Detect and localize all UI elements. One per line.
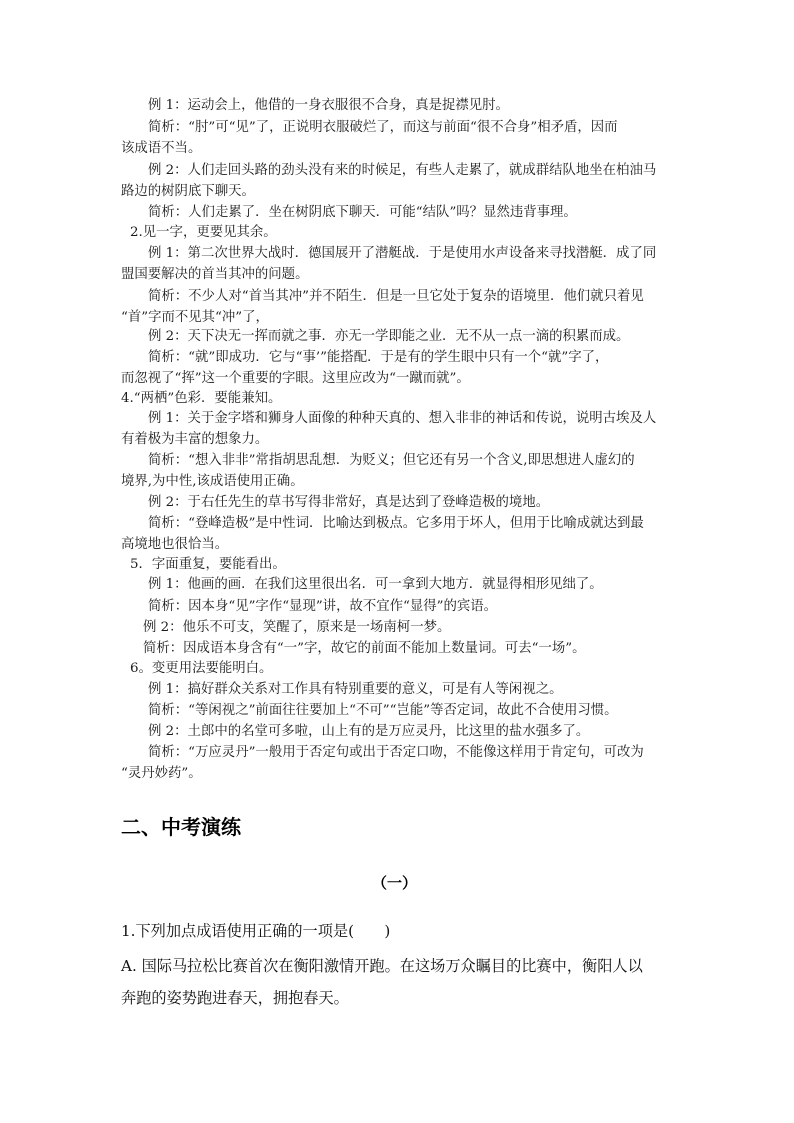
- text-line: 简析：不少人对“首当其冲”并不陌生．但是一旦它处于复杂的语境里．他们就只着见: [148, 289, 644, 304]
- text-line: “灵丹妙药”。: [121, 766, 202, 781]
- text-line: 高境地也很恰当。: [121, 537, 229, 552]
- text-line: 简析：“等闲视之”前面往往要加上“不可”“岂能”等否定词，故此不合使用习惯。: [148, 703, 618, 718]
- text-line: 有着极为丰富的想象力。: [121, 432, 269, 447]
- text-line: “首”字而不见其“冲”了，: [121, 310, 269, 325]
- text-line: 简析：因成语本身含有“一”字，故它的前面不能加上数量词。可去“一场”。: [143, 641, 586, 656]
- text-line: 盟国要解决的首当其冲的问题。: [121, 267, 309, 282]
- option-a-line: A. 国际马拉松比赛首次在衡阳激情开跑。在这场万众瞩目的比赛中，衡阳人以: [121, 957, 643, 975]
- text-line: 例 1：关于金字塔和狮身人面像的种种天真的、想入非非的神话和传说，说明古埃及人: [148, 411, 657, 426]
- text-line: 例 2：天下决无一挥而就之事．亦无一学即能之业．无不从一点一滴的积累而成。: [148, 329, 630, 344]
- text-line: 例 1：运动会上，他借的一身衣服很不合身，真是捉襟见肘。: [148, 98, 509, 113]
- section-heading: 二、中考演练: [121, 815, 241, 839]
- subsection-heading: （一）: [372, 874, 418, 892]
- text-line: 例 1：他画的画．在我们这里很出名．可一拿到大地方．就显得相形见绌了。: [148, 577, 603, 592]
- text-line: 路边的树阴底下聊天。: [121, 184, 255, 199]
- text-line: 简析：“登峰造极”是中性词．比喻达到极点。它多用于坏人，但用于比喻成就达到最: [148, 516, 644, 531]
- text-line: 5．字面重复，要能看出。: [130, 557, 286, 572]
- text-line: 境界,为中性,该成语使用正确。: [121, 474, 304, 489]
- option-a-line: 奔跑的姿势跑进春天，拥抱春天。: [121, 989, 349, 1007]
- text-line: 例 2：于右任先生的草书写得非常好，真是达到了登峰造极的境地。: [148, 495, 550, 510]
- text-line: 而忽视了“挥”这一个重要的字眼。这里应改为“一蹴而就”。: [121, 371, 470, 386]
- text-line: 简析：“想入非非”常指胡思乱想．为贬义；但它还有另一个含义,即思想进人虚幻的: [148, 453, 635, 468]
- text-line: 2.见一字，更要见其余。: [130, 225, 277, 240]
- text-line: 简析：因本身“见”字作“显现”讲，故不宜作“显得”的宾语。: [148, 599, 498, 614]
- text-line: 该成语不当。: [121, 141, 202, 156]
- text-line: 例 1：搞好群众关系对工作具有特别重要的意义，可是有人等闲视之。: [148, 682, 563, 697]
- text-line: 例 2：人们走回头路的劲头没有来的时候足，有些人走累了，就成群结队地坐在柏油马: [148, 163, 657, 178]
- text-line: 例 2：他乐不可支，笑醒了，原来是一场南柯一梦。: [143, 620, 451, 635]
- text-line: 简析：“肘”可“见”了，正说明衣服破烂了，而这与前面“很不合身”相矛盾，因而: [148, 120, 618, 135]
- text-line: 4.“两栖”色彩．要能兼知。: [121, 391, 282, 406]
- text-line: 简析：人们走累了．坐在树阴底下聊天．可能“结队”吗？显然违背事理。: [148, 205, 577, 220]
- text-line: 简析：“就”即成功．它与“事’”能搭配．于是有的学生眼中只有一个“就”字了，: [148, 350, 609, 365]
- text-line: 例 1：第二次世界大战时．德国展开了潜艇战．于是使用水声设备来寻找潜艇．成了同: [148, 246, 657, 261]
- question-1: 1.下列加点成语使用正确的一项是( ): [121, 922, 391, 940]
- text-line: 简析：“万应灵丹”一般用于否定句或出于否定口吻，不能像这样用于肯定句，可改为: [148, 745, 644, 760]
- text-line: 例 2：土郎中的名堂可多啦，山上有的是万应灵丹，比这里的盐水强多了。: [148, 724, 590, 739]
- text-line: 6。变更用法要能明白。: [130, 661, 273, 676]
